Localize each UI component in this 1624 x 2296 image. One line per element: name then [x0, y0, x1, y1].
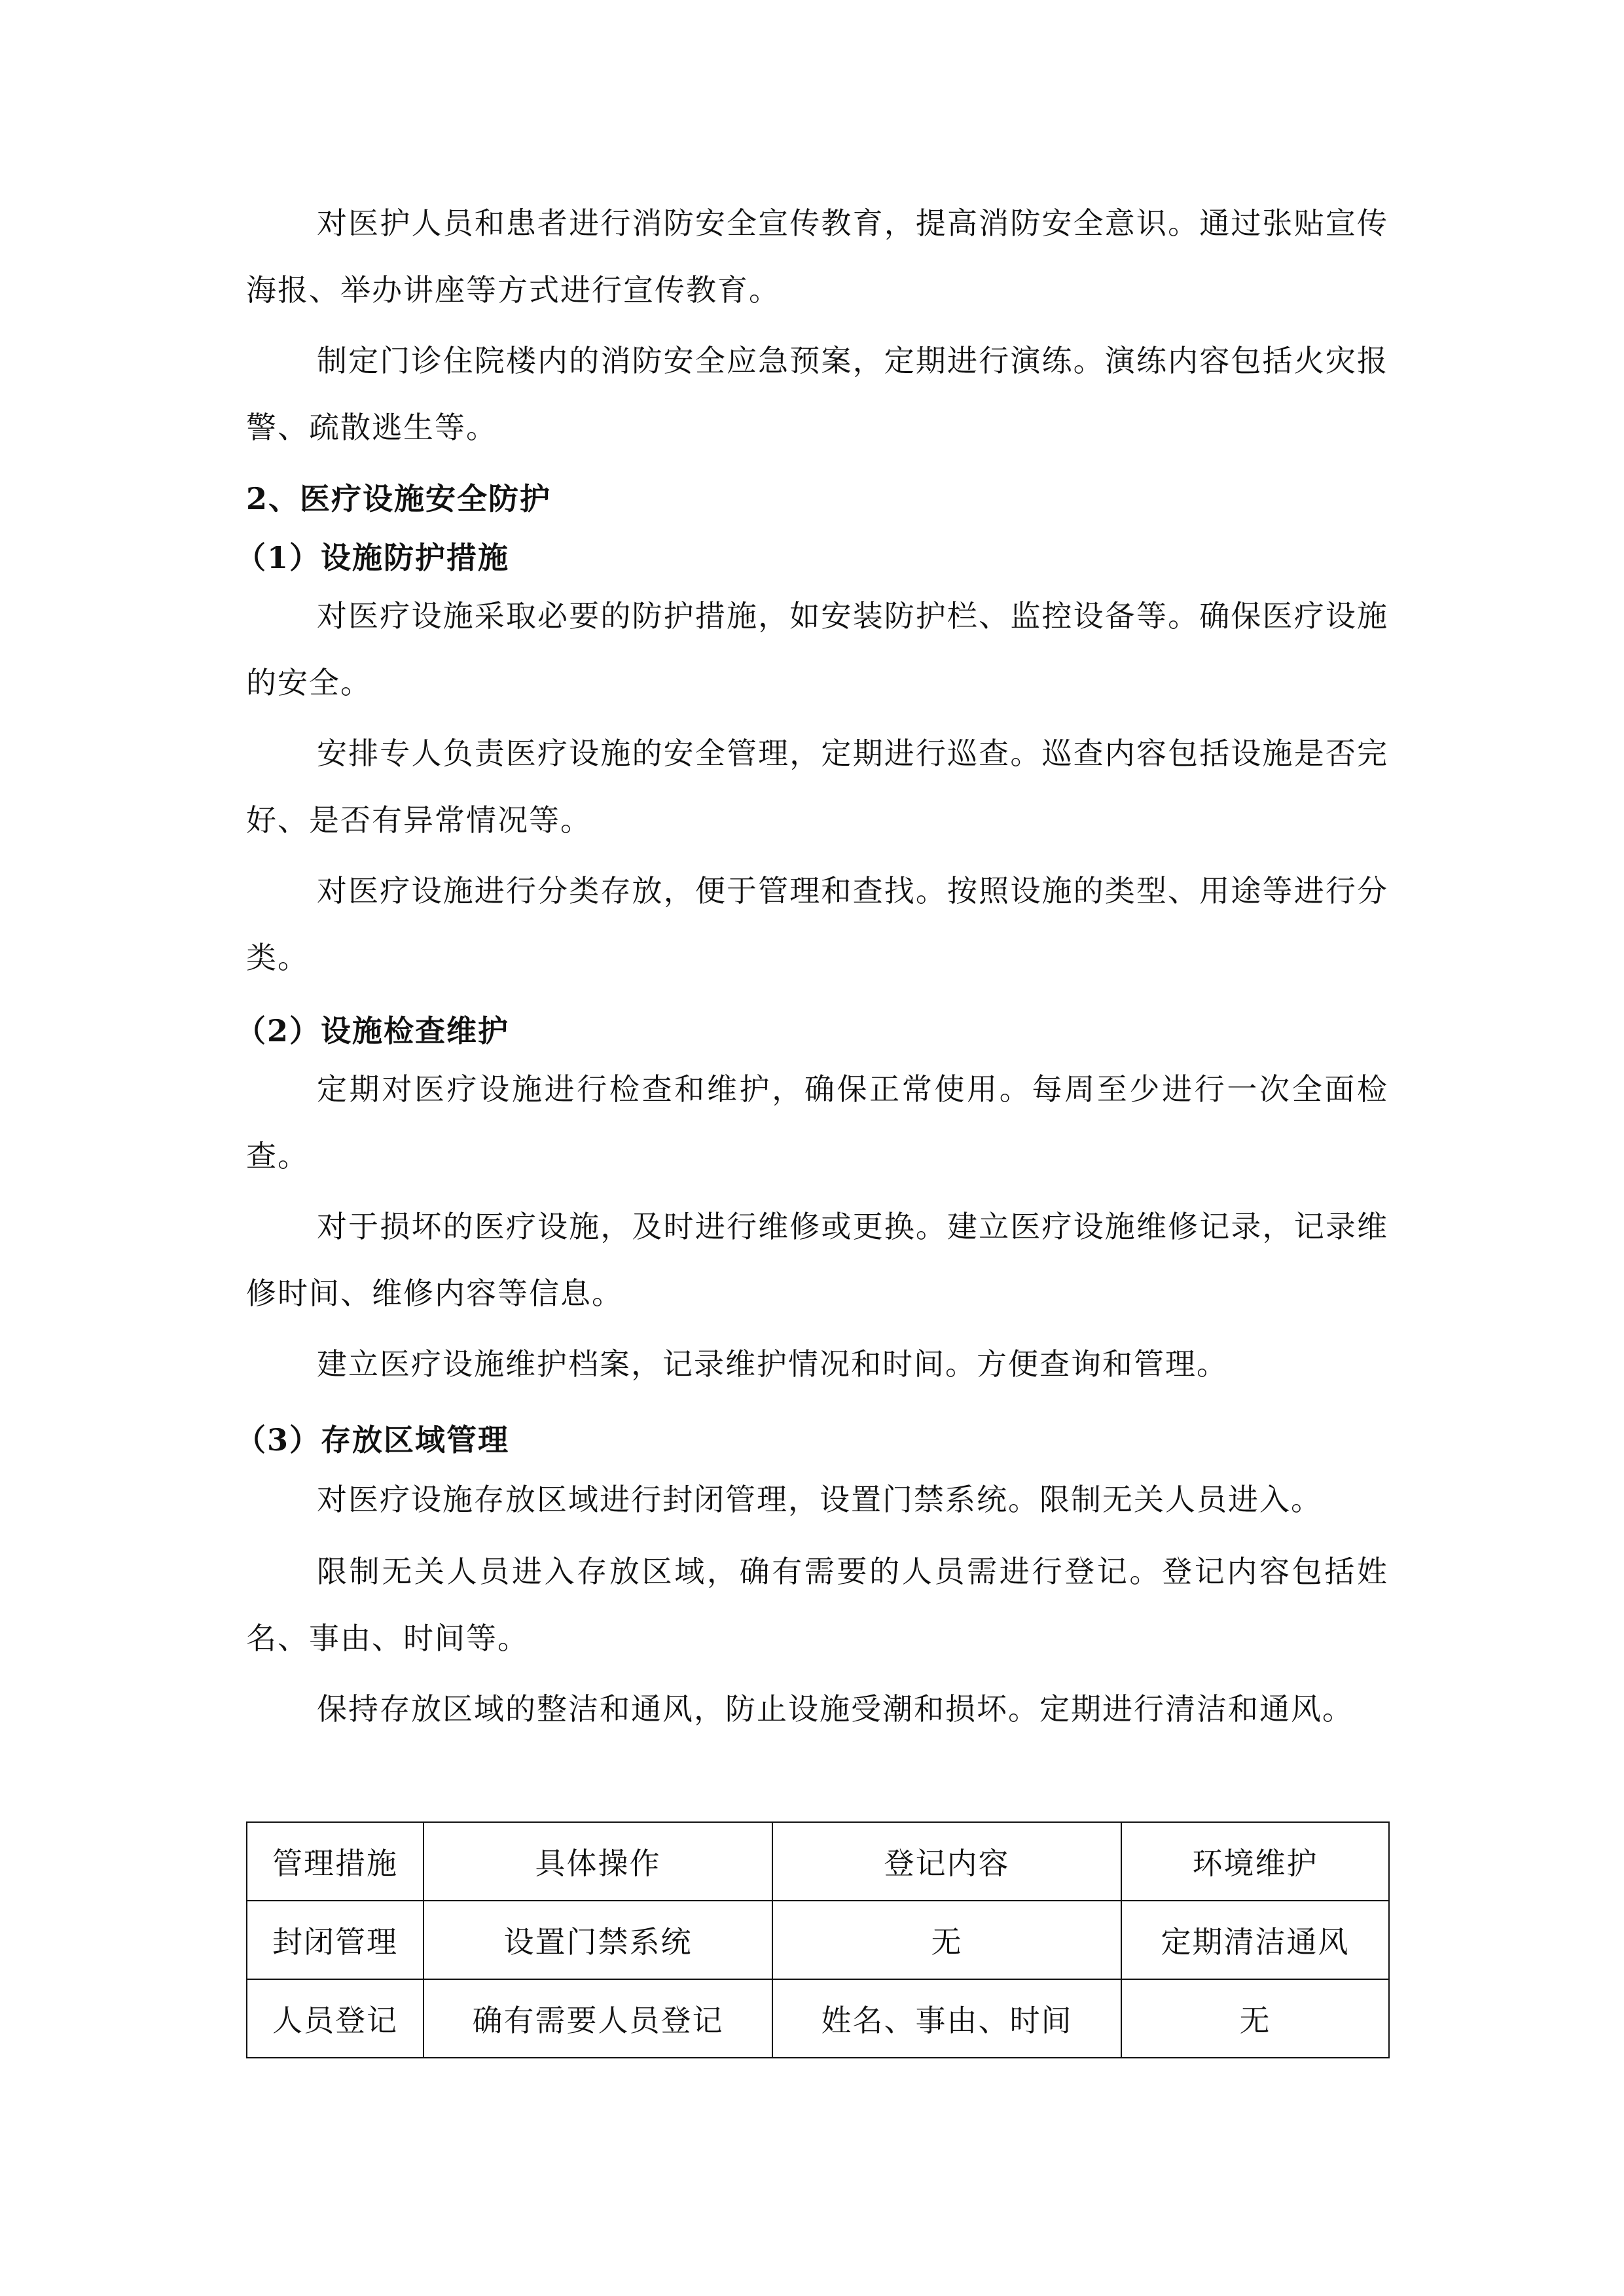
paragraph-closed-management: 对医疗设施存放区域进行封闭管理，设置门禁系统。限制无关人员进入。	[317, 1482, 1322, 1517]
table-cell: 确有需要人员登记	[424, 1979, 772, 2058]
paragraph-protection-measures: 对医疗设施采取必要的防护措施，如安装防护栏、监控设备等。确保医疗设施的安全。	[246, 598, 1388, 700]
table-header-cell: 环境维护	[1121, 1822, 1389, 1901]
table-header-cell: 具体操作	[424, 1822, 772, 1901]
paragraph-clean-ventilation: 保持存放区域的整洁和通风，防止设施受潮和损坏。定期进行清洁和通风。	[317, 1691, 1354, 1727]
table-cell: 设置门禁系统	[424, 1901, 772, 1979]
table-row	[247, 1901, 1389, 1979]
paragraph-repair-records: 对于损坏的医疗设施，及时进行维修或更换。建立医疗设施维修记录，记录维修时间、维修内容等信息。	[246, 1209, 1388, 1311]
table-cell: 封闭管理	[247, 1901, 424, 1979]
table-cell: 姓名、事由、时间	[772, 1979, 1121, 2058]
paragraph-registration: 限制无关人员进入存放区域，确有需要的人员需进行登记。登记内容包括姓名、事由、时间等。	[246, 1554, 1388, 1656]
paragraph-fire-education: 对医护人员和患者进行消防安全宣传教育，提高消防安全意识。通过张贴宣传海报、举办讲座等方式进行宣传教育。	[246, 206, 1388, 308]
table-header-cell: 登记内容	[772, 1822, 1121, 1901]
table-cell: 定期清洁通风	[1121, 1901, 1389, 1979]
paragraph-classified-storage: 对医疗设施进行分类存放，便于管理和查找。按照设施的类型、用途等进行分类。	[246, 873, 1388, 975]
paragraph-fire-emergency-plan: 制定门诊住院楼内的消防安全应急预案，定期进行演练。演练内容包括火灾报警、疏散逃生等。	[246, 343, 1388, 445]
table-row	[247, 1979, 1389, 2058]
subheading-storage-area: （3）存放区域管理	[236, 1422, 510, 1458]
paragraph-regular-inspection: 定期对医疗设施进行检查和维护，确保正常使用。每周至少进行一次全面检查。	[246, 1071, 1388, 1174]
table-cell: 人员登记	[247, 1979, 424, 2058]
table-header-cell: 管理措施	[247, 1822, 424, 1901]
subheading-inspection-maintenance: （2）设施检查维护	[236, 1013, 510, 1049]
subheading-protection-measures: （1）设施防护措施	[236, 540, 510, 575]
table-cell: 无	[772, 1901, 1121, 1979]
storage-management-table	[246, 1821, 1390, 2058]
table-cell: 无	[1121, 1979, 1389, 2058]
paragraph-maintenance-archive: 建立医疗设施维护档案，记录维护情况和时间。方便查询和管理。	[317, 1346, 1228, 1382]
paragraph-safety-inspection: 安排专人负责医疗设施的安全管理，定期进行巡查。巡查内容包括设施是否完好、是否有异常情况等。	[246, 736, 1388, 838]
section-heading-facility-protection: 2、医疗设施安全防护	[246, 481, 552, 516]
table-header-row	[247, 1822, 1389, 1901]
